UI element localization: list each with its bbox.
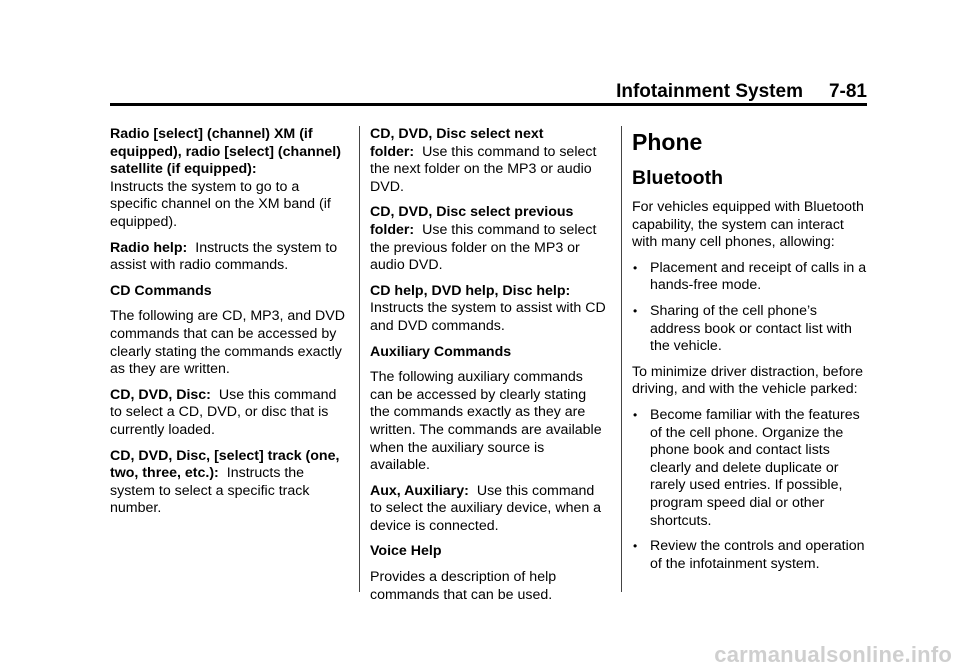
term-next-folder: CD, DVD, Disc select next folder:: [370, 126, 544, 160]
list-item: • Become familiar with the features of the cell phone. Organize the phone book and contact lists clearly and delete duplicate or rarely used entries. If possible, program speed dial or other shortcuts.: [633, 406, 860, 529]
text-radio-xm: Instructs the system to go to a specific channel on the XM band (if equipped).: [110, 178, 331, 230]
text-radio-help: Instructs the system to assist with radio commands.: [110, 239, 338, 274]
paragraph-select-track: [110, 448, 348, 518]
bullet-list-capabilities: [632, 260, 868, 356]
column-3: [632, 128, 868, 581]
paragraph-cd-help: [370, 283, 608, 336]
header-rule: [110, 103, 867, 106]
subhead-auxiliary-commands: Auxiliary Commands: [370, 343, 512, 360]
list-item: • Placement and receipt of calls in a hands-free mode.: [633, 259, 867, 294]
list-item: • Sharing of the cell phone’s address book or contact list with the vehicle.: [633, 302, 852, 355]
paragraph-radio-help: [110, 240, 348, 275]
text-select-track: Instructs the system to select a specific track number.: [110, 465, 310, 517]
bullet-icon: •: [633, 539, 638, 554]
section-title: Infotainment System: [616, 81, 803, 102]
text-cd-help: Instructs the system to assist with CD and DVD commands.: [370, 300, 606, 334]
paragraph-radio-xm: [110, 126, 348, 232]
paragraph-cd-intro: The following are CD, MP3, and DVD commands that can be accessed by clearly stating the commands exactly as they are written.: [110, 308, 345, 378]
paragraph-previous-folder: [370, 204, 608, 274]
paragraph-cd-dvd-disc: [110, 387, 348, 440]
bullet-list-preparation: [632, 407, 868, 573]
heading-bluetooth: Bluetooth: [632, 167, 723, 189]
paragraph-auxiliary-intro: The following auxiliary commands can be accessed by clearly stating the commands exactly as they are written. The commands are available when the auxiliary source is available.: [370, 369, 602, 474]
bullet-icon: •: [633, 303, 638, 318]
column-divider-2: [621, 126, 622, 592]
paragraph-minimize-distraction: To minimize driver distraction, before driving, and with the vehicle parked:: [632, 363, 864, 398]
paragraph-bluetooth-intro: For vehicles equipped with Bluetooth capability, the system can interact with many cell phones, allowing:: [632, 199, 864, 251]
text-previous-folder: Use this command to select the previous folder on the MP3 or audio DVD.: [370, 221, 597, 274]
paragraph-aux: [370, 483, 608, 536]
heading-phone: Phone: [632, 129, 703, 155]
list-item: • Review the controls and operation of the infotainment system.: [633, 538, 865, 572]
watermark: carmanualsonline.info: [714, 642, 952, 667]
subhead-cd-commands: CD Commands: [110, 282, 212, 299]
term-cd-help: CD help, DVD help, Disc help:: [370, 282, 571, 299]
page-number: 7-81: [828, 81, 867, 102]
text-next-folder: Use this command to select the next folder on the MP3 or audio DVD.: [370, 143, 597, 195]
term-radio-xm: Radio [select] (channel) XM (if equipped), radio [select] (channel) satellite (if equipped):: [110, 126, 341, 178]
column-2: [370, 126, 608, 612]
term-previous-folder: CD, DVD, Disc select previous folder:: [370, 204, 574, 238]
paragraph-next-folder: [370, 126, 608, 196]
column-divider-1: [359, 126, 360, 592]
term-select-track: CD, DVD, Disc, [select] track (one, two, three, etc.):: [110, 447, 340, 482]
text-cd-dvd-disc: Use this command to select a CD, DVD, or disc that is currently loaded.: [110, 386, 337, 438]
term-aux: Aux, Auxiliary:: [370, 482, 469, 499]
bullet-icon: •: [633, 260, 638, 275]
term-cd-dvd-disc: CD, DVD, Disc:: [110, 386, 211, 403]
text-aux: Use this command to select the auxiliary device, when a device is connected.: [370, 482, 602, 534]
paragraph-voice-help: Provides a description of help commands that can be used.: [370, 569, 557, 603]
page-header: [110, 80, 867, 104]
subhead-voice-help: Voice Help: [370, 543, 442, 560]
bullet-icon: •: [633, 407, 638, 422]
term-radio-help: Radio help:: [110, 239, 188, 256]
column-1: [110, 126, 348, 526]
